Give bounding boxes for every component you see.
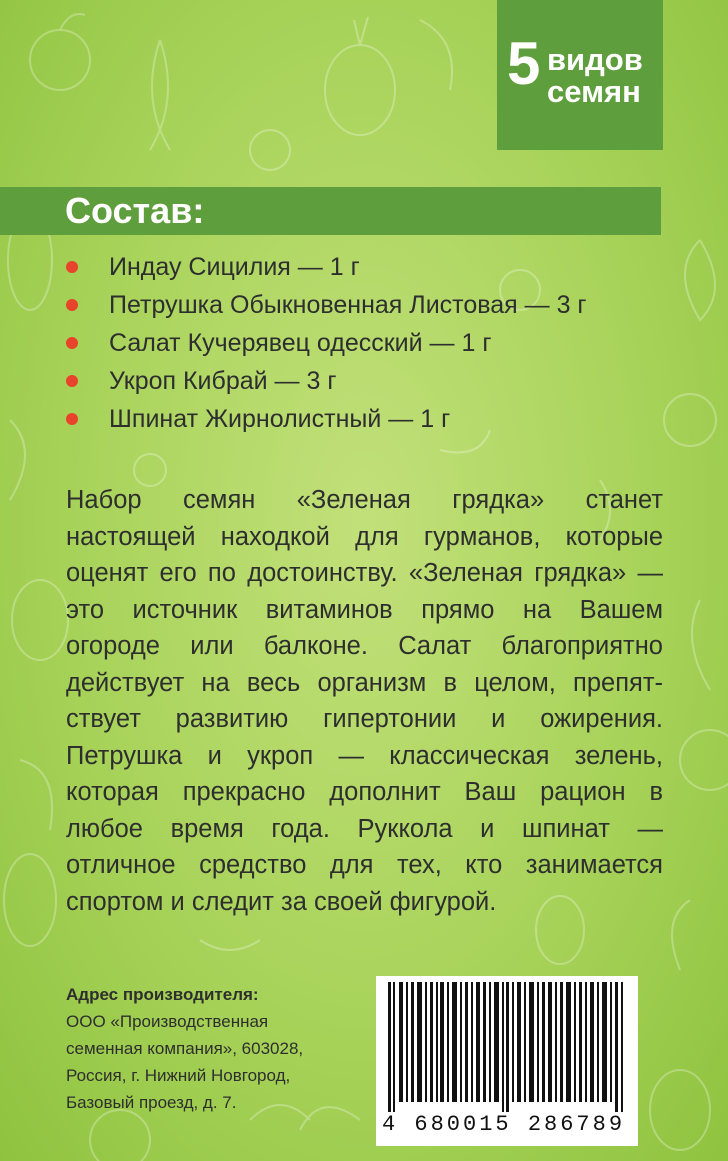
description-line: Набор семян «Зеленая грядка» станет [66, 486, 663, 514]
red-bullet-icon [66, 413, 78, 425]
barcode-icon [382, 982, 632, 1112]
red-bullet-icon [66, 299, 78, 311]
description-line: любое время года. Руккола и шпинат — [66, 814, 663, 843]
barcode-number: 4 680015 286789 [382, 1112, 626, 1137]
ingredient-text: Индау Сицилия — 1 г [109, 253, 360, 281]
ingredient-text: Салат Кучерявец одесский — 1 г [109, 329, 492, 357]
composition-title: Состав: [65, 190, 205, 231]
manufacturer-title: Адрес производителя: [66, 985, 259, 1004]
red-bullet-icon [66, 261, 78, 273]
red-bullet-icon [66, 337, 78, 349]
manufacturer-address [66, 982, 376, 1116]
description-paragraph [66, 482, 663, 920]
description-line: спортом и следит за своей фигурой. [66, 887, 497, 916]
badge-line-2: семян [547, 74, 641, 109]
description-line: Петрушка и укроп — классическая зелень, [66, 741, 663, 770]
address-line: семенная компания», 603028, [66, 1039, 304, 1058]
ingredient-text: Петрушка Обыкновенная Листовая — 3 г [109, 291, 587, 319]
badge-number: 5 [507, 30, 541, 97]
description-line: которая прекрасно дополнит Ваш рацион в [66, 778, 663, 806]
description-line: это источник витаминов прямо на Вашем [66, 595, 663, 624]
composition-header [0, 187, 661, 235]
description-line: действует на весь организм в целом, препят- [66, 668, 663, 697]
description-line: настоящей находкой для гурманов, которые [66, 522, 663, 551]
address-line: ООО «Производственная [66, 1012, 269, 1031]
description-line: оценят его по достоинству. «Зеленая грядка» — [66, 559, 663, 587]
badge-line-1: видов [547, 42, 643, 77]
address-line: Россия, г. Нижний Новгород, [66, 1066, 291, 1085]
barcode [376, 976, 638, 1146]
address-line: Базовый проезд, д. 7. [66, 1093, 237, 1112]
ingredient-text: Шпинат Жирнолистный — 1 г [109, 405, 451, 433]
description-line: ствует развитию гипертонии и ожирения. [66, 705, 663, 733]
description-line: отличное средство для тех, кто занимается [66, 851, 663, 879]
description-line: огороде или балконе. Салат благоприятно [66, 632, 663, 660]
red-bullet-icon [66, 375, 78, 387]
seed-count-badge [497, 0, 663, 150]
ingredient-text: Укроп Кибрай — 3 г [109, 367, 337, 395]
